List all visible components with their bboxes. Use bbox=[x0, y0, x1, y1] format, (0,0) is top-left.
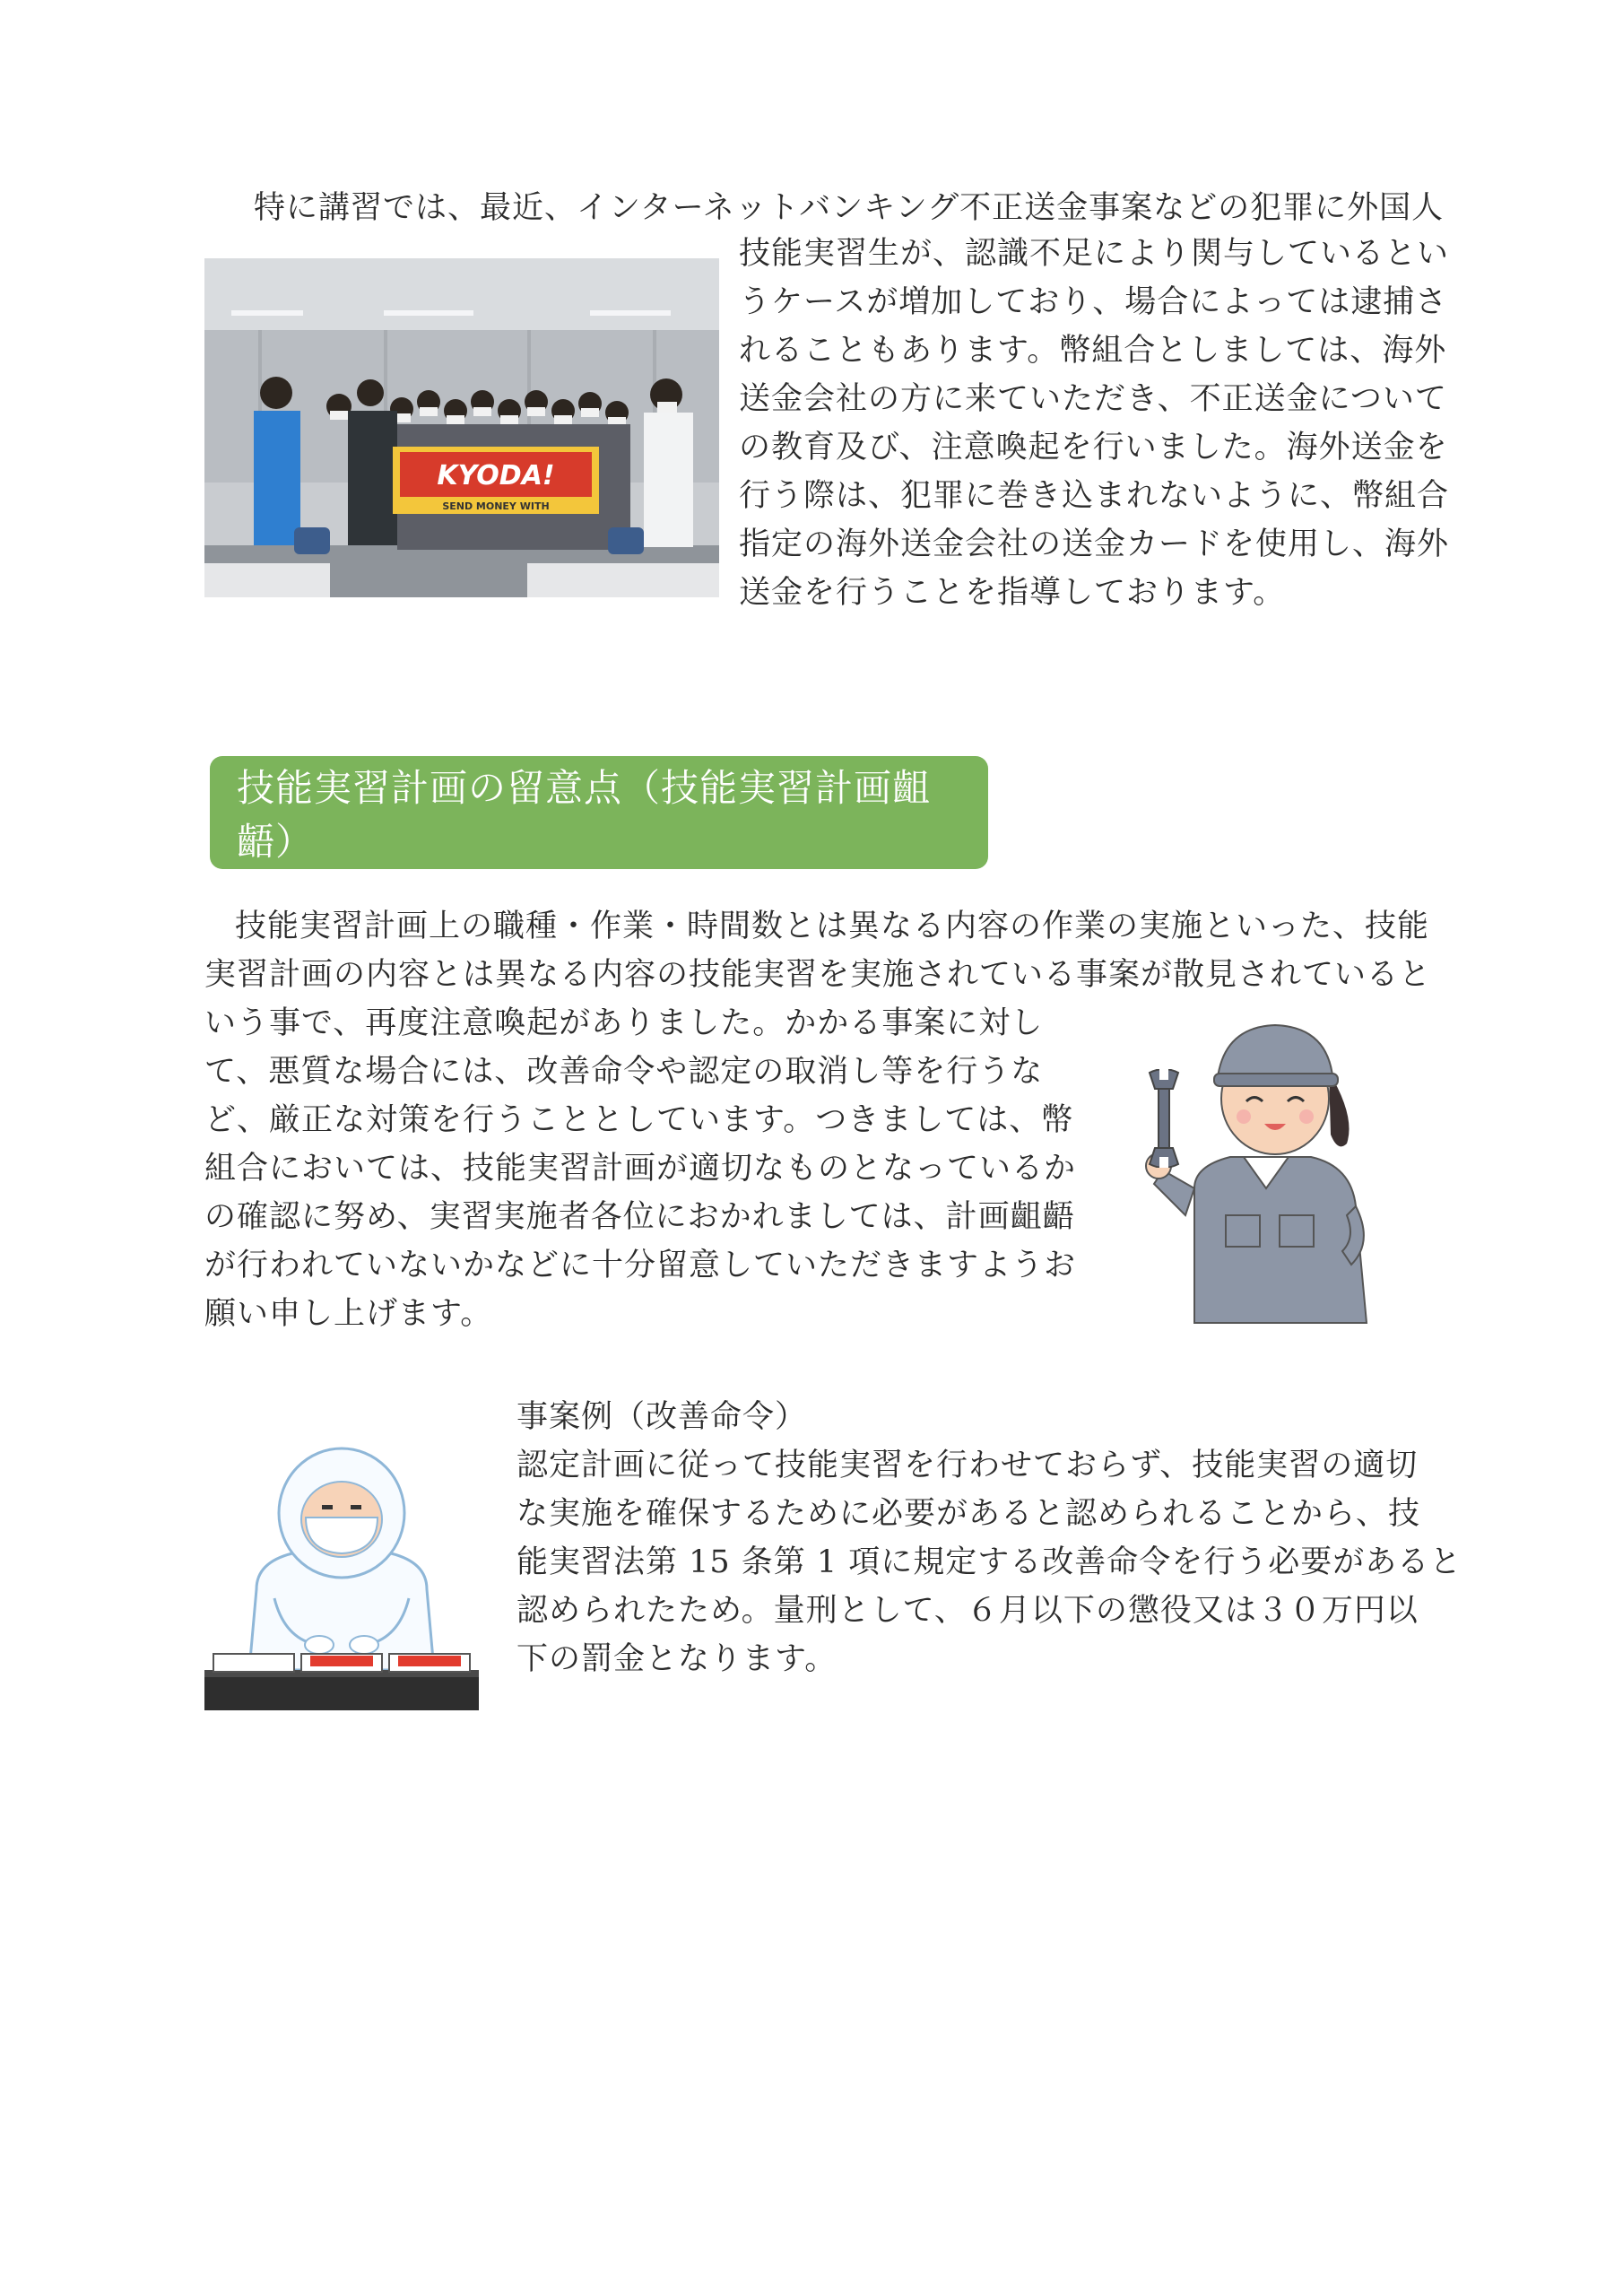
section2-line: が行われていないかなどに十分留意していただきますようお bbox=[204, 1248, 1077, 1283]
section1-line: 指定の海外送金会社の送金カードを使用し、海外 bbox=[739, 526, 1450, 562]
banner-subtext: SEND MONEY WITH bbox=[442, 500, 550, 512]
section-heading-text: 技能実習計画の留意点（技能実習計画齟齬） bbox=[237, 766, 932, 864]
section1-line: 行う際は、犯罪に巻き込まれないように、幣組合 bbox=[739, 478, 1450, 514]
section1-line: の教育及び、注意喚起を行いました。海外送金を bbox=[739, 430, 1448, 465]
group-photo bbox=[204, 258, 719, 597]
section-heading bbox=[210, 756, 988, 869]
section2-line: 実習計画の内容とは異なる内容の技能実習を実施されている事案が散見されていると bbox=[204, 957, 1432, 993]
food-worker-illustration bbox=[203, 1446, 481, 1715]
section1-line: うケースが増加しており、場合によっては逮捕さ bbox=[739, 284, 1448, 320]
section1-line: 特に講習では、最近、インターネットバンキング不正送金事案などの犯罪に外国人 bbox=[254, 190, 1445, 226]
section1-line: れることもあります。幣組合としましては、海外 bbox=[739, 333, 1447, 369]
case-example-title: 事案例（改善命令） bbox=[516, 1399, 808, 1435]
banner-text: KYODA! bbox=[437, 460, 555, 491]
section2-line: 願い申し上げます。 bbox=[204, 1296, 493, 1332]
section2-line: て、悪質な場合には、改善命令や認定の取消し等を行うな bbox=[204, 1054, 1044, 1090]
section3-line: 能実習法第 15 条第 1 項に規定する改善命令を行う必要があると bbox=[516, 1544, 1462, 1580]
section2-line: いう事で、再度注意喚起がありました。かかる事案に対し bbox=[204, 1005, 1044, 1041]
section1-line: 技能実習生が、認識不足により関与しているとい bbox=[739, 236, 1450, 272]
section2-line: ど、厳正な対策を行うこととしています。つきましては、幣 bbox=[204, 1102, 1074, 1138]
section2-line: 組合においては、技能実習計画が適切なものとなっているか bbox=[204, 1151, 1077, 1187]
wrench-icon bbox=[1137, 1069, 1191, 1171]
section2-line: 技能実習計画上の職種・作業・時間数とは異なる内容の作業の実施といった、技能 bbox=[235, 909, 1430, 944]
section3-line: 認定計画に従って技能実習を行わせておらず、技能実習の適切 bbox=[516, 1448, 1419, 1483]
section1-line: 送金を行うことを指導しております。 bbox=[739, 575, 1286, 611]
section1-line: 送金会社の方に来ていただき、不正送金について bbox=[739, 381, 1447, 417]
section3-line: 下の罰金となります。 bbox=[516, 1641, 838, 1677]
section3-line: 認められたため。量刑として、６月以下の懲役又は３０万円以 bbox=[516, 1593, 1419, 1629]
section2-line: の確認に努め、実習実施者各位におかれましては、計画齟齬 bbox=[204, 1199, 1075, 1235]
section3-line: な実施を確保するために必要があると認められることから、技 bbox=[516, 1496, 1421, 1532]
